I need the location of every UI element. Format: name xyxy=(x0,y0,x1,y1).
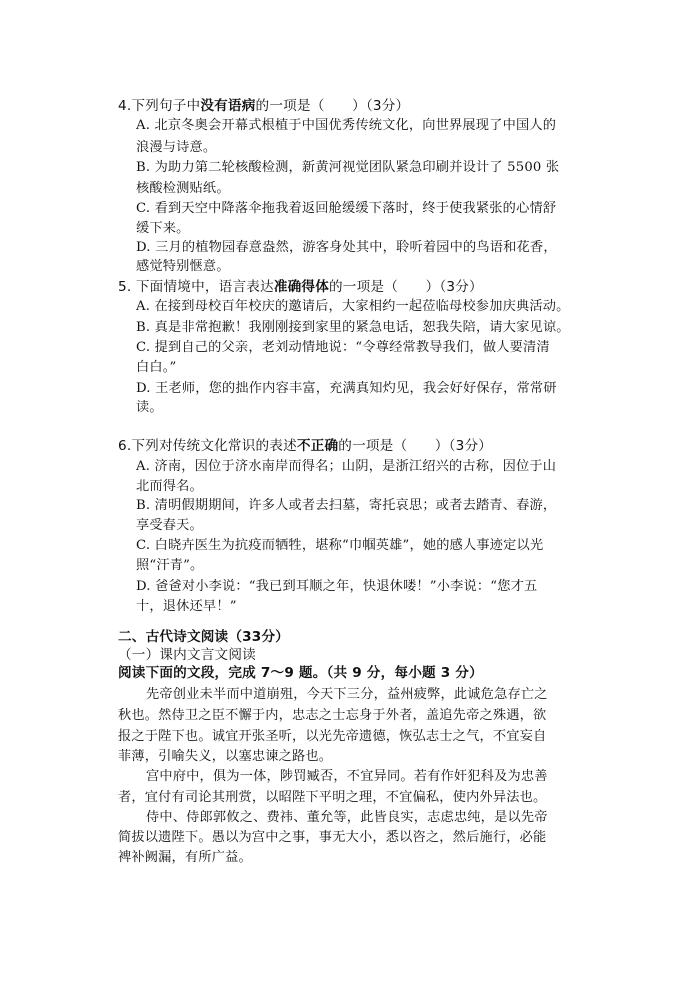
passage-p1-line3: 报之于陛下也。诚宜开张圣听，以光先帝遗德，恢弘志士之气，不宜妄自 xyxy=(118,729,547,744)
question-6-stem xyxy=(118,437,492,455)
passage-p2-line2: 者，宜付有司论其刑赏，以昭陛下平明之理，不宜偏私，使内外异法也。 xyxy=(118,790,547,805)
question-5-option-c: C. 提到自己的父亲，老刘动情地说：“令尊经常教导我们，做人要清清 xyxy=(136,340,550,355)
question-5-option-a: A. 在接到母校百年校庆的邀请后，大家相约一起莅临母校参加庆典活动。 xyxy=(136,299,570,314)
question-5-option-d-cont: 读。 xyxy=(136,400,163,415)
section-2-instruction: 阅读下面的文段，完成 7～9 题。（共 9 分，每小题 3 分） xyxy=(118,665,483,681)
question-4-option-a-cont: 浪漫与诗意。 xyxy=(136,140,217,155)
question-4-option-d: D. 三月的植物园春意盎然，游客身处其中，聆听着园中的鸟语和花香， xyxy=(136,240,557,255)
question-6-option-d-cont: 十，退休还早！” xyxy=(136,599,237,614)
question-6-option-a-cont: 北而得名。 xyxy=(136,479,203,494)
question-5-stem xyxy=(118,278,483,296)
question-5-prefix: 5. 下面情境中，语言表达 xyxy=(118,279,274,295)
passage-p3-line3: 裨补阙漏，有所广益。 xyxy=(118,850,252,865)
question-4-option-d-cont: 感觉特别惬意。 xyxy=(136,259,230,274)
question-5-emphasis: 准确得体 xyxy=(273,279,330,295)
question-5-option-c-cont: 白白。” xyxy=(136,360,177,375)
question-6-option-c: C. 白晓卉医生为抗疫而牺牲，堪称“巾帼英雄”，她的感人事迹定以光 xyxy=(136,538,544,553)
question-4-option-b: B. 为助力第二轮核酸检测，新黄河视觉团队紧急印刷并设计了 5500 张 xyxy=(136,160,560,175)
question-4-option-b-cont: 核酸检测贴纸。 xyxy=(136,181,230,196)
question-5-suffix: 的一项是（ ）（3分） xyxy=(329,279,483,295)
question-6-suffix: 的一项是（ ）（3分） xyxy=(338,438,493,454)
question-6-option-a: A. 济南，因位于济水南岸而得名；山阴，是浙江绍兴的古称，因位于山 xyxy=(136,459,557,474)
question-4-option-c: C. 看到天空中降落伞拖我着返回舱缓缓下落时，终于使我紧张的心情舒 xyxy=(136,201,557,216)
passage-p3-line2: 简拔以遗陛下。愚以为宫中之事，事无大小，悉以咨之，然后施行，必能 xyxy=(118,830,547,845)
passage-p2-line1: 宫中府中，俱为一体，陟罚臧否，不宜异同。若有作奸犯科及为忠善 xyxy=(146,769,548,784)
question-4-prefix: 4.下列句子中 xyxy=(118,98,201,114)
question-5-option-d: D. 王老师，您的拙作内容丰富，充满真知灼见，我会好好保存，常常研 xyxy=(136,381,557,396)
passage-p1-line2: 秋也。然侍卫之臣不懈于内，忠志之士忘身于外者，盖追先帝之殊遇，欲 xyxy=(118,708,547,723)
question-6-option-d: D. 爸爸对小李说：“我已到耳顺之年，快退休喽！”小李说：“您才五 xyxy=(136,579,538,594)
question-4-stem xyxy=(118,97,409,115)
question-5-option-b: B. 真是非常抱歉！我刚刚接到家里的紧急电话，恕我失陪，请大家见谅。 xyxy=(136,320,570,335)
passage-p3-line1: 侍中、侍郎郭攸之、费祎、董允等，此皆良实，志虑忠纯，是以先帝 xyxy=(146,810,548,825)
section-2-subtitle: （一）课内文言文阅读 xyxy=(118,647,256,663)
question-4-emphasis: 没有语病 xyxy=(200,98,256,114)
question-6-prefix: 6.下列对传统文化常识的表述 xyxy=(118,438,297,454)
section-2-title: 二、古代诗文阅读（33分） xyxy=(118,629,290,645)
passage-p1-line4: 菲薄，引喻失义，以塞忠谏之路也。 xyxy=(118,749,333,764)
question-6-option-b-cont: 享受春天。 xyxy=(136,518,203,533)
question-6-option-b: B. 清明假期期间，许多人或者去扫墓，寄托哀思；或者去踏青、春游， xyxy=(136,498,557,513)
question-4-suffix: 的一项是（ ）（3分） xyxy=(255,98,410,114)
passage-p1-line1: 先帝创业未半而中道崩殂，今天下三分，益州疲弊，此诚危急存亡之 xyxy=(146,687,548,702)
question-6-option-c-cont: 照“汗青”。 xyxy=(136,558,204,573)
question-4-option-c-cont: 缓下来。 xyxy=(136,221,190,236)
question-4-option-a: A. 北京冬奥会开幕式根植于中国优秀传统文化，向世界展现了中国人的 xyxy=(136,118,557,133)
question-6-emphasis: 不正确 xyxy=(296,438,339,454)
